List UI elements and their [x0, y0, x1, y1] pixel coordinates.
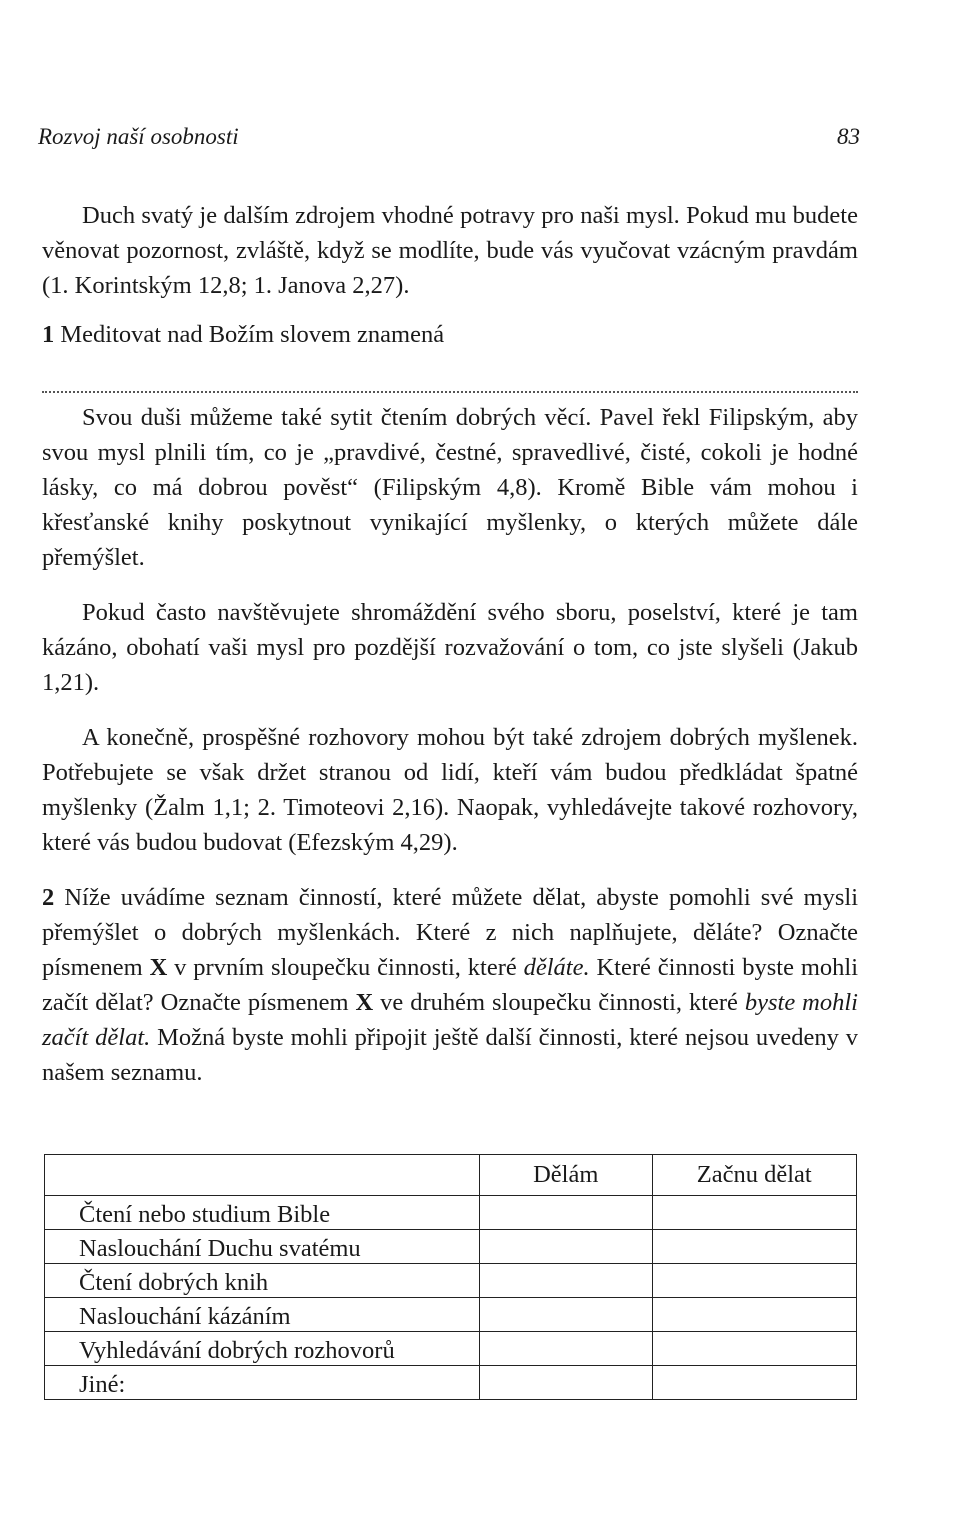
question-2-text-a: Níže uvádíme seznam činností, které můžete dělat, abyste pomohli své mysli přemýšlet o dobrých myšlenkách. Které z nich naplňujete, děláte? Označte písmenem [42, 884, 858, 981]
question-2-mark-x-1: X [149, 954, 168, 981]
activities-table [44, 1154, 857, 1400]
chapter-title: Rozvoj naší osobnosti [38, 124, 239, 149]
running-header [38, 124, 860, 158]
column-header-will-start: Začnu dělat [652, 1155, 856, 1196]
paragraph-church-meetings: Pokud často navštěvujete shromáždění svého sboru, poselství, které je tam kázáno, obohatí vaši mysl pro pozdější rozvažování o tom, co jste slyšeli (Jakub 1,21). [42, 599, 858, 696]
question-2-emphasis-2: byste mohli začít dělat. [42, 989, 858, 1051]
question-2-text-d: ve druhém sloupečku činnosti, které [373, 989, 745, 1016]
answer-line[interactable] [42, 378, 858, 396]
table-row [45, 1366, 857, 1400]
paragraph-holy-spirit: Duch svatý je dalším zdrojem vhodné potravy pro naši mysl. Pokud mu budete věnovat pozornost, zvláště, když se modlíte, bude vás vyučovat vzácným pravdám (1. Korintským 12,8; 1. Janova 2,27). [42, 202, 858, 299]
paragraph-reading: Svou duši můžeme také sytit čtením dobrých věcí. Pavel řekl Filipským, aby svou mysl plnili tím, co je „pravdivé, čestné, spravedlivé, čisté, cokoli je hodné lásky, co má dobrou pověst“ (Filipským 4,8). Kromě Bible vám mohou i křesťanské knihy poskytnout vynikající myšlenky, o kterých můžete dále přemýšlet. [42, 404, 858, 571]
will-start-checkbox-cell[interactable] [652, 1366, 856, 1400]
question-1-text: Meditovat nad Božím slovem znamená [54, 321, 445, 348]
doing-checkbox-cell[interactable] [479, 1264, 652, 1298]
doing-checkbox-cell[interactable] [479, 1196, 652, 1230]
doing-checkbox-cell[interactable] [479, 1366, 652, 1400]
doing-checkbox-cell[interactable] [479, 1298, 652, 1332]
table-row [45, 1264, 857, 1298]
table-row [45, 1332, 857, 1366]
question-2-emphasis-1: děláte. [523, 954, 590, 981]
doing-checkbox-cell[interactable] [479, 1230, 652, 1264]
question-2-mark-x-2: X [355, 989, 374, 1016]
will-start-checkbox-cell[interactable] [652, 1332, 856, 1366]
activity-label: Naslouchání kázáním [45, 1298, 480, 1332]
activity-label-other[interactable]: Jiné: [45, 1366, 480, 1400]
activity-label: Čtení dobrých knih [45, 1264, 480, 1298]
table-row [45, 1230, 857, 1264]
will-start-checkbox-cell[interactable] [652, 1230, 856, 1264]
will-start-checkbox-cell[interactable] [652, 1298, 856, 1332]
table-header-row [45, 1155, 857, 1196]
table-row [45, 1196, 857, 1230]
question-2-text-c: Které činnosti byste mohli začít dělat? Označte písmenem [42, 954, 858, 1016]
question-2-number: 2 [42, 884, 55, 911]
activity-label: Vyhledávání dobrých rozhovorů [45, 1332, 480, 1366]
will-start-checkbox-cell[interactable] [652, 1264, 856, 1298]
question-2 [42, 880, 858, 1090]
table-header-activity [45, 1155, 480, 1196]
page-number: 83 [837, 124, 860, 149]
will-start-checkbox-cell[interactable] [652, 1196, 856, 1230]
body-text [42, 198, 858, 1090]
table-row [45, 1298, 857, 1332]
question-2-text-e: Možná byste mohli připojit ještě další činnosti, které nejsou uvedeny v našem seznamu. [42, 1024, 858, 1086]
activity-label: Čtení nebo studium Bible [45, 1196, 480, 1230]
column-header-doing: Dělám [479, 1155, 652, 1196]
question-2-text-b: v prvním sloupečku činnosti, které [167, 954, 524, 981]
activity-label: Naslouchání Duchu svatému [45, 1230, 480, 1264]
paragraph-conversations: A konečně, prospěšné rozhovory mohou být také zdrojem dobrých myšlenek. Potřebujete se však držet stranou od lidí, kteří vám budou předkládat špatné myšlenky (Žalm 1,1; 2. Timoteovi 2,16). Naopak, vyhledávejte takové rozhovory, které vás budou budovat (Efezským 4,29). [42, 724, 858, 856]
question-1-number: 1 [42, 321, 55, 348]
doing-checkbox-cell[interactable] [479, 1332, 652, 1366]
question-1 [42, 317, 858, 352]
